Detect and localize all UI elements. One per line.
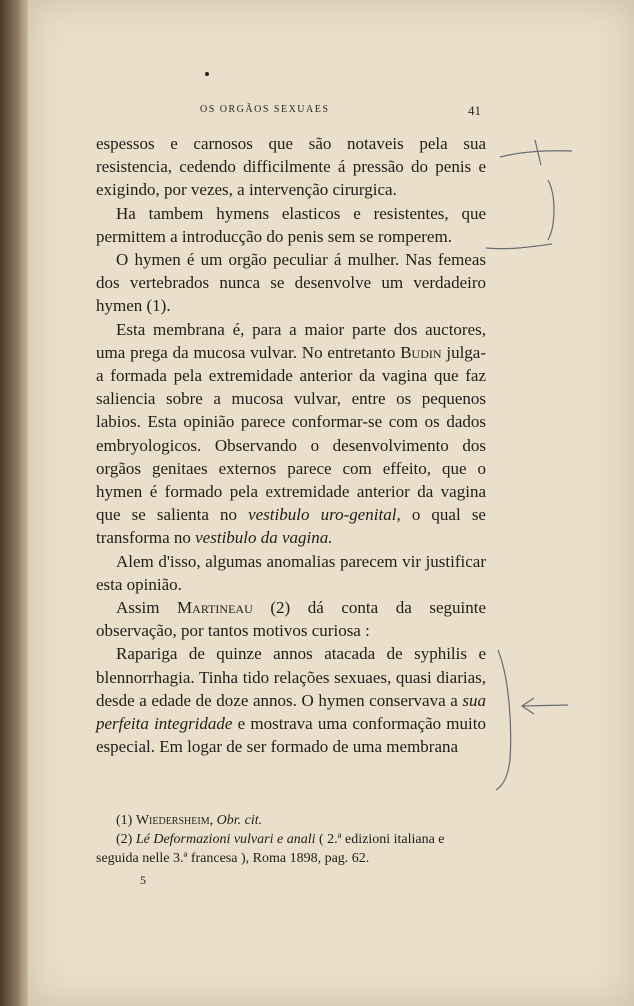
paragraph: Assim Martineau (2) dá conta da seguinte observação, por tantos motivos curiosa :: [96, 598, 486, 641]
paragraph: Esta membrana é, para a maior parte dos auctores, uma prega da mucosa vulvar. No entretanto Budin julga-a formada pela extremidade anterior da vagina que faz saliencia sobre a mucosa vulvar, entre os pequenos labios. Esta opinião parece conformar-se com os dados embryologicos. Observando o desenvolvimento dos orgãos genitaes externos parece com effeito, que o hymen é formado pela extremidade anterior da vagina que se salienta no vestibulo uro-genital, o qual se transforma no vestibulo da vagina.: [96, 319, 486, 548]
paragraph: Alem d'isso, algumas anomalias parecem vir justificar esta opinião.: [96, 551, 486, 594]
pencil-bracket-mark: [496, 650, 511, 790]
pencil-bracket-mark: [486, 180, 554, 249]
pencil-arrow-mark: [522, 698, 568, 714]
footnote: (1) Wiedersheim, Obr. cit.: [116, 813, 263, 828]
footnote: (2) Lé Deformazioni vulvari e anali ( 2.ª edizioni italiana e seguida nelle 3.ª francesa ), Roma 1898, pag. 62.: [96, 832, 445, 866]
paragraph: espessos e carnosos que são notaveis pela sua resistencia, cedendo difficilmente á pressão do penis e exigindo, por vezes, a intervenção cirurgica.: [96, 134, 486, 200]
author-name: Budin: [400, 342, 442, 362]
paragraph: Rapariga de quinze annos atacada de syphilis e blennorrhagia. Tinha tido relações sexuaes, quasi diarias, desde a edade de doze annos. O hymen conservava a sua perfeita integridade e mostrava uma conformação muito especial. Em logar de ser formado de uma membrana: [96, 644, 486, 757]
paragraph: Ha tambem hymens elasticos e resistentes, que permittem a introducção do penis sem se romperem.: [96, 203, 486, 246]
running-title: OS ORGÃOS SEXUAES: [200, 104, 330, 115]
pencil-cross-mark: [500, 140, 572, 165]
author-name: Martineau: [177, 598, 253, 618]
paragraph: O hymen é um orgão peculiar á mulher. Nas femeas dos vertebrados nunca se desenvolve um verdadeiro hymen (1).: [96, 250, 486, 316]
page-number: 41: [468, 103, 481, 118]
signature-mark: 5: [140, 873, 146, 887]
